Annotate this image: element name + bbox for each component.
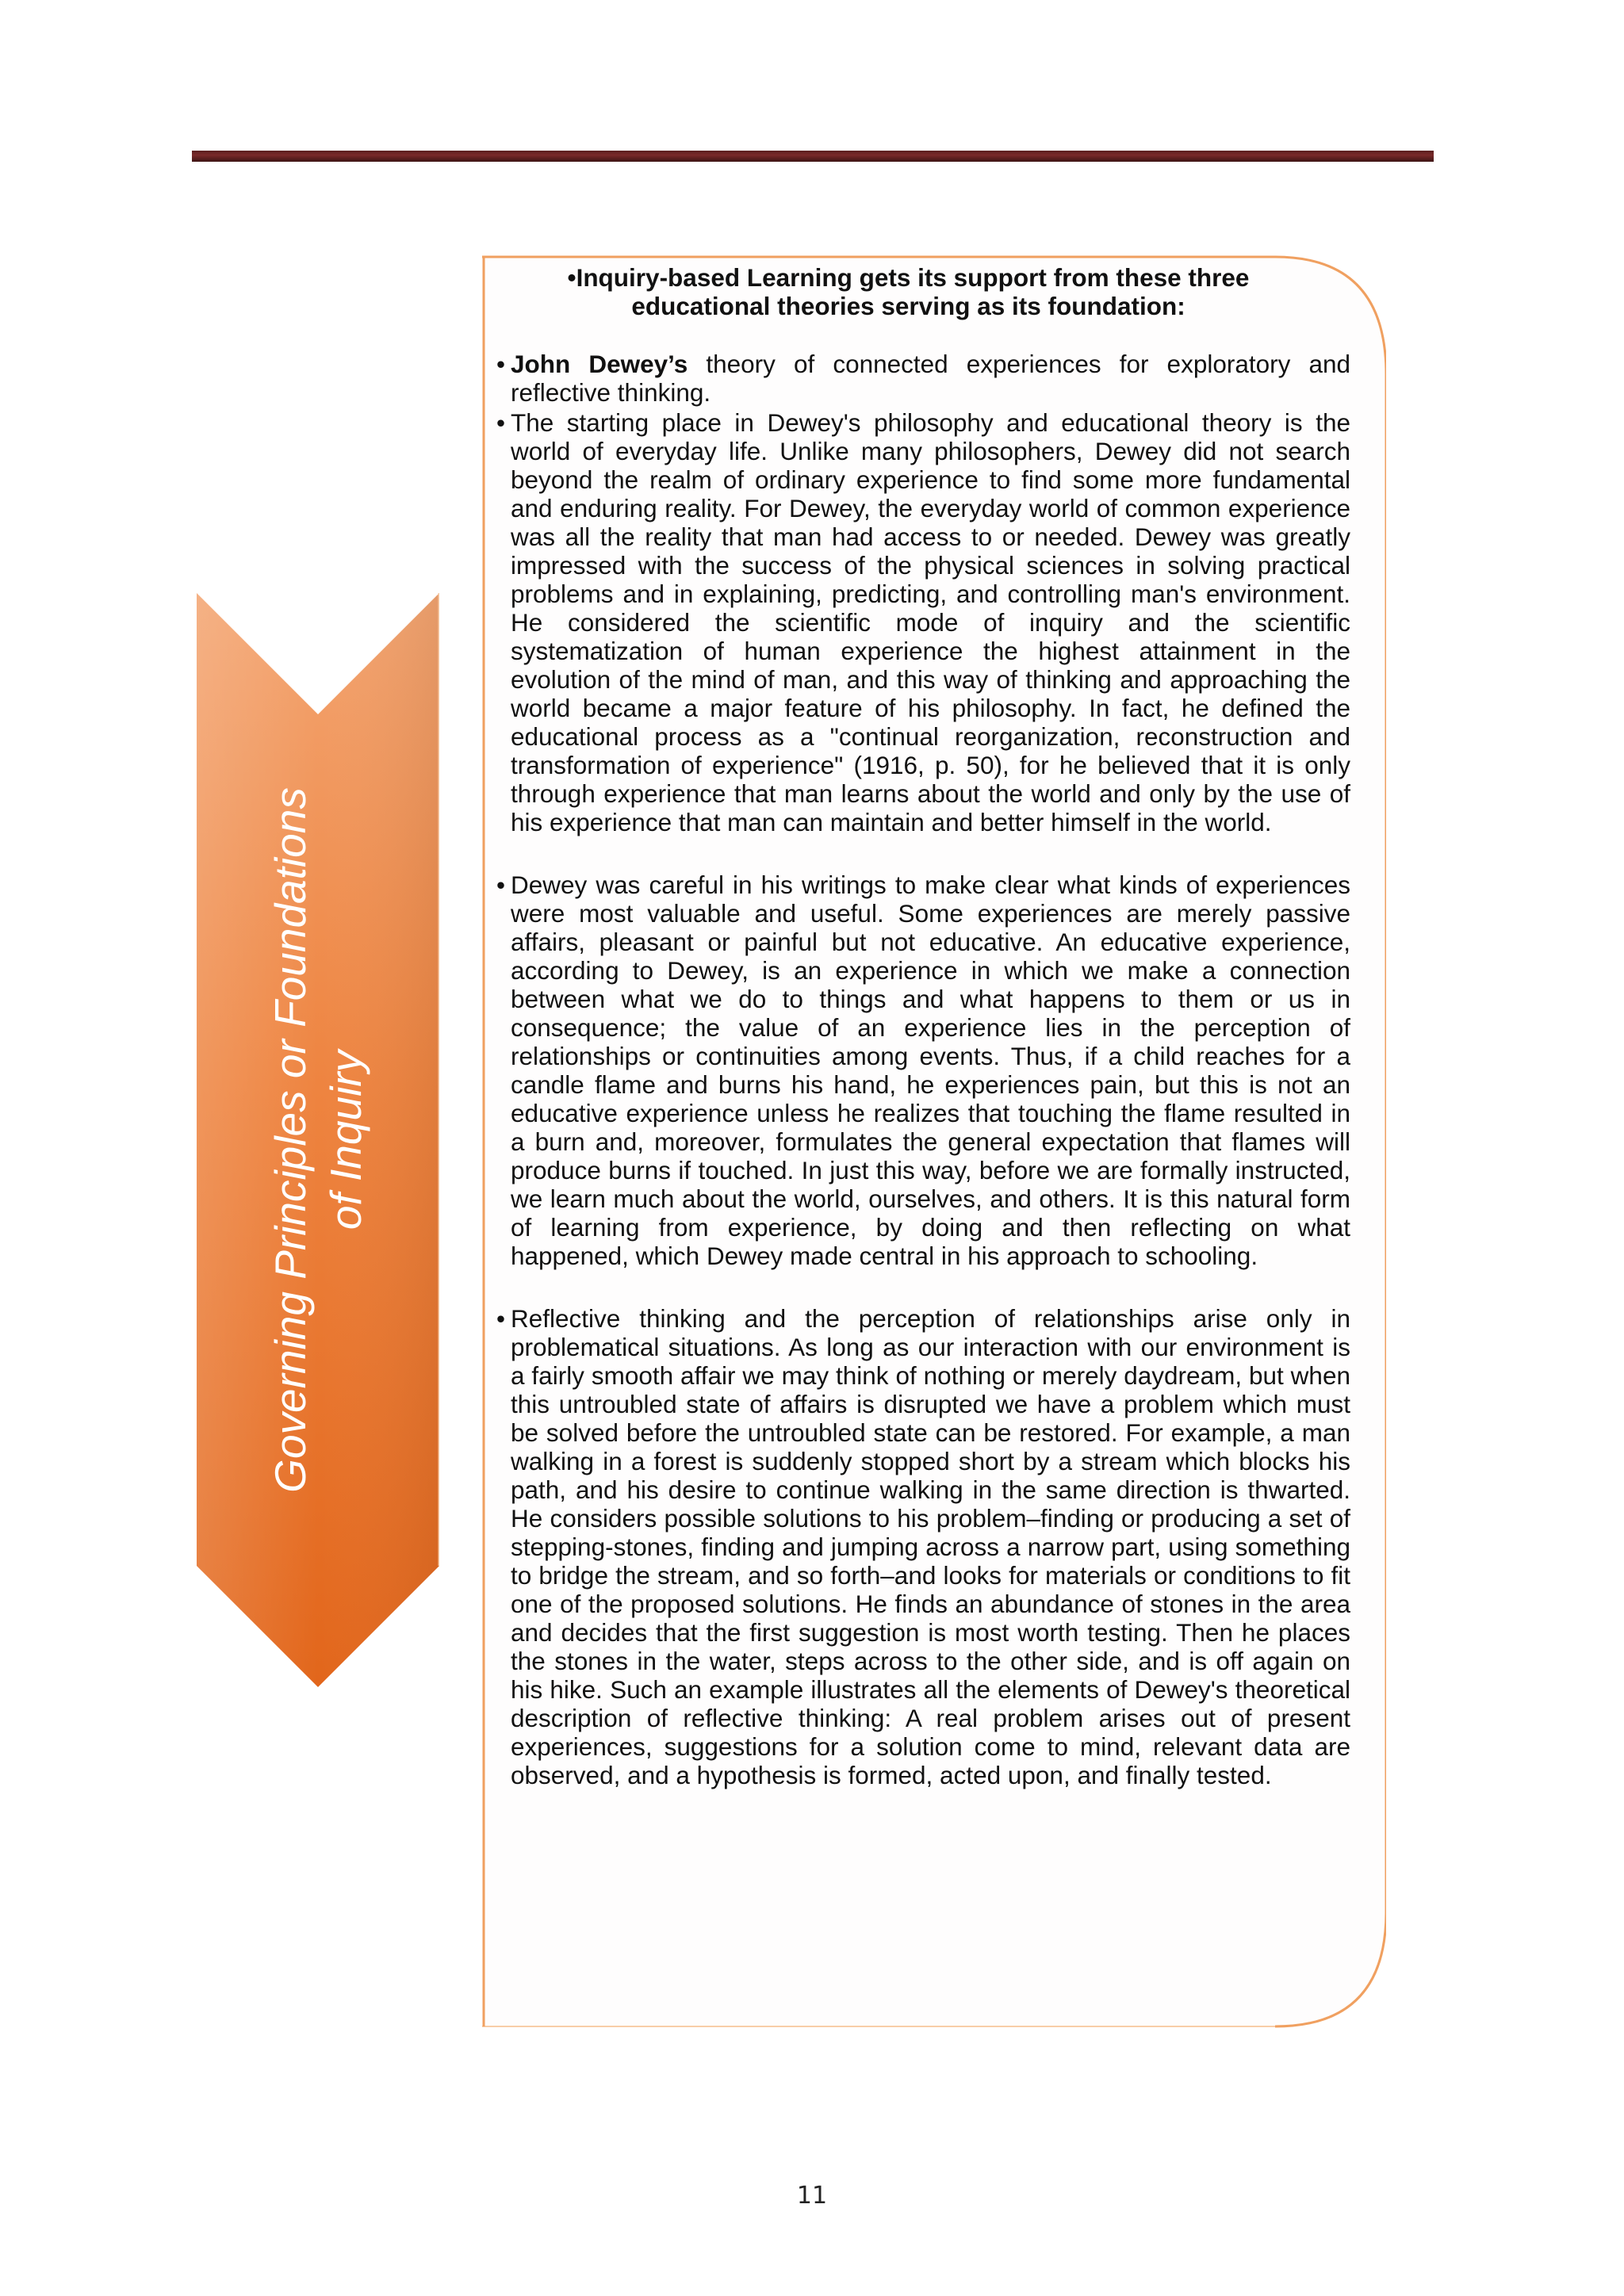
section-title-line1: Governing Principles or Foundations — [266, 787, 315, 1493]
intro-bullet — [498, 350, 1350, 407]
section-title-line2: of Inquiry — [321, 1050, 370, 1230]
bullet-marker: • — [496, 408, 506, 437]
paragraph-bullet-2 — [498, 871, 1350, 1270]
panel-heading — [498, 263, 1350, 320]
paragraph-bullet-1 — [498, 408, 1350, 836]
section-title — [262, 704, 373, 1576]
intro-name: John Dewey’s — [511, 350, 688, 378]
heading-line1: Inquiry-based Learning gets its support from these three — [576, 263, 1250, 292]
content-panel — [482, 255, 1386, 2030]
bullet-marker: • — [496, 350, 506, 378]
heading-bullet: • — [567, 263, 576, 292]
header-rule — [192, 151, 1434, 162]
bullet-marker: • — [496, 1304, 506, 1333]
heading-line2: educational theories serving as its foundation: — [631, 292, 1185, 320]
section-chevron — [197, 593, 439, 1687]
paragraph-bullet-3 — [498, 1304, 1350, 1789]
panel-content — [498, 263, 1350, 1789]
bullet-marker: • — [496, 871, 506, 899]
page-number: 11 — [796, 2182, 828, 2210]
paragraph-text-1: The starting place in Dewey's philosophy and educational theory is the world of everyday life. Unlike many philosophers, Dewey did not search beyond the realm of ordinary experience to find some more fundamental and enduring reality. For Dewey, the everyday world of common experience was all the reality that man had access to or needed. Dewey was greatly impressed with the success of the physical sciences in solving practical problems and in explaining, predicting, and controlling man's environment. He considered the scientific mode of inquiry and the scientific systematization of human experience the highest attainment in the evolution of the mind of man, and this way of thinking and approaching the world became a major feature of his philosophy. In fact, he defined the educational process as a "continual reorganization, reconstruction and transformation of experience" (1916, p. 50), for he believed that it is only through experience that man learns about the world and only by the use of his experience that man can maintain and better himself in the world. — [511, 408, 1350, 836]
paragraph-text-2: Dewey was careful in his writings to make clear what kinds of experiences were most valuable and useful. Some experiences are merely passive affairs, pleasant or painful but not educative. An educative experience, according to Dewey, is an experience in which we make a connection between what we do to things and what happens to them or us in consequence; the value of an experience lies in the perception of relationships or continuities among events. Thus, if a child reaches for a candle flame and burns his hand, he experiences pain, but this is not an educative experience unless he realizes that touching the flame resulted in a burn and, moreover, formulates the general expectation that flames will produce burns if touched. In just this way, before we are formally instructed, we learn much about the world, ourselves, and others. It is this natural form of learning from experience, by doing and then reflecting on what happened, which Dewey made central in his approach to schooling. — [511, 871, 1350, 1270]
intro-text: theory of connected experiences for exploratory and reflective thinking. — [511, 350, 1351, 407]
paragraph-text-3: Reflective thinking and the perception of relationships arise only in problematical situations. As long as our interaction with our environment is a fairly smooth affair we may think of nothing or merely daydream, but when this untroubled state of affairs is disrupted we have a problem which must be solved before the untroubled state can be restored. For example, a man walking in a forest is suddenly stopped short by a stream which blocks his path, and his desire to continue walking in the same direction is thwarted. He considers possible solutions to his problem–finding or producing a set of stepping-stones, finding and jumping across a narrow part, using something to bridge the stream, and so forth–and looks for materials or conditions to fit one of the proposed solutions. He finds an abundance of stones in the area and decides that the first suggestion is most worth testing. Then he places the stones in the water, steps across to the other side, and is off again on his hike. Such an example illustrates all the elements of Dewey's theoretical description of reflective thinking: A real problem arises out of present experiences, suggestions for a solution come to mind, relevant data are observed, and a hypothesis is formed, acted upon, and finally tested. — [511, 1304, 1350, 1789]
